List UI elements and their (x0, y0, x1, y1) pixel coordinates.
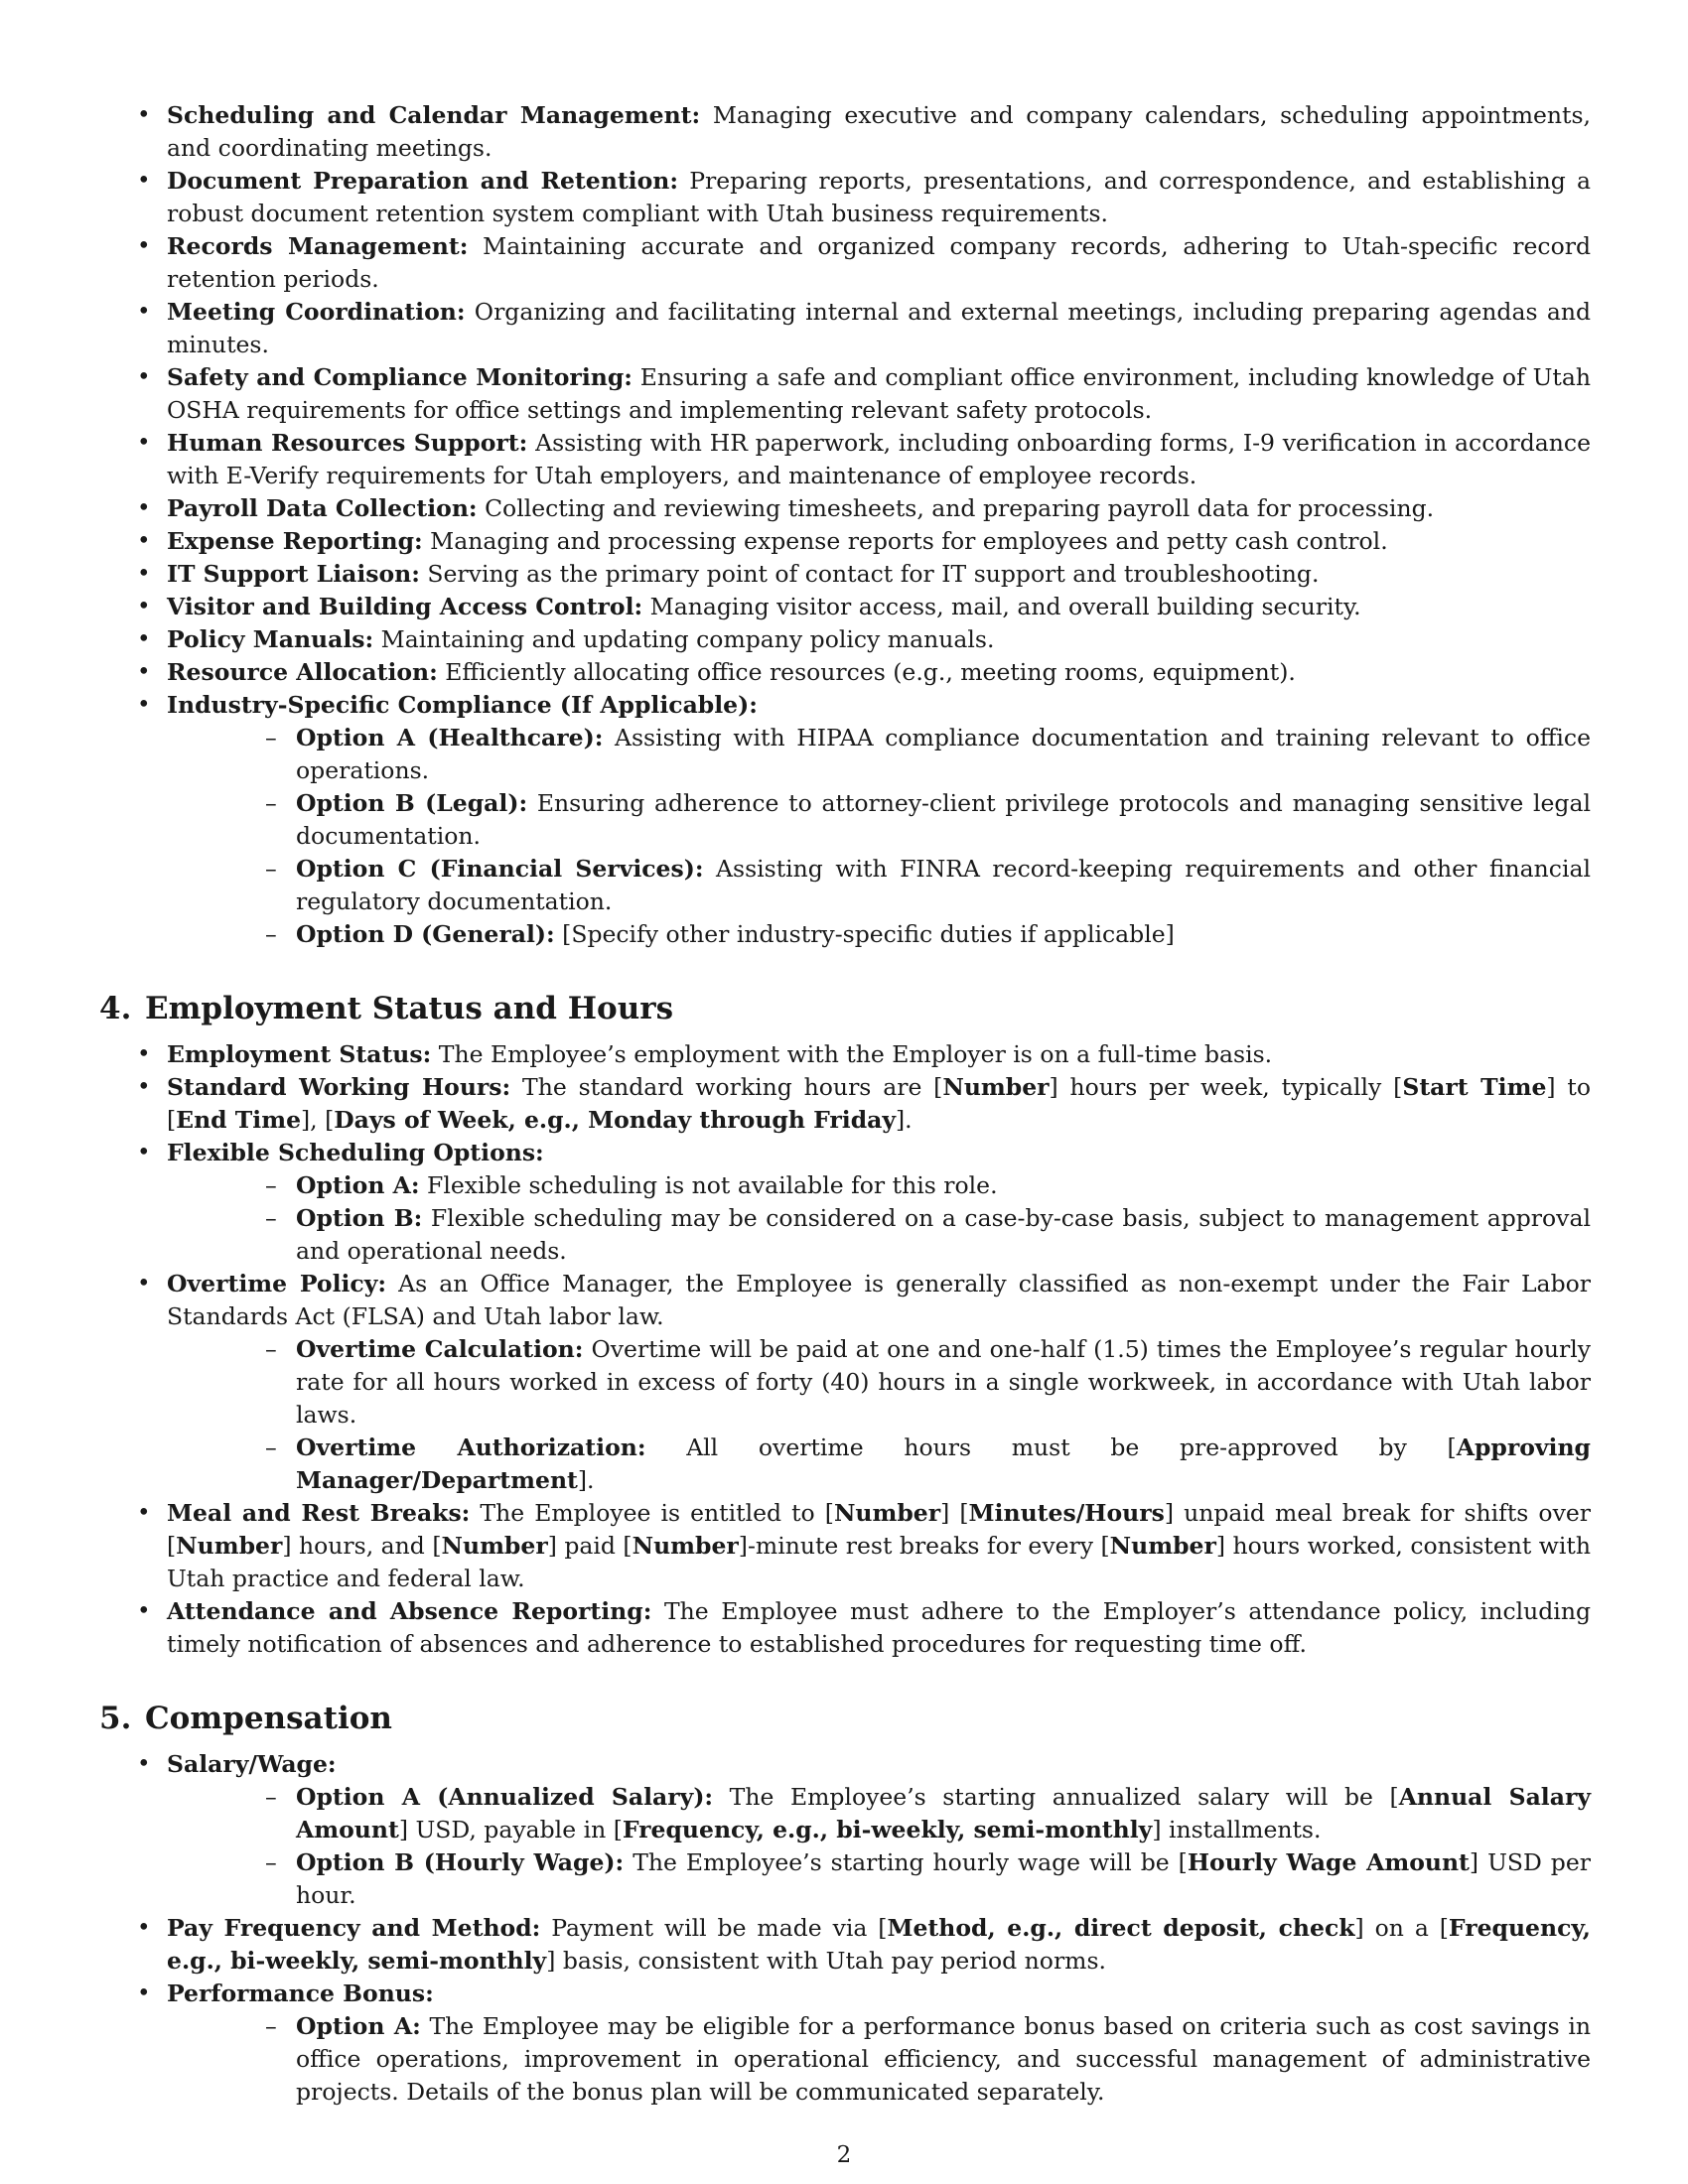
sub-list-item: – Option D (General): [Specify other industry-specific duties if applicable] (167, 918, 1591, 951)
section-heading: 5. Compensation (99, 1701, 392, 1736)
list-item: • Overtime Policy: As an Office Manager, the Employee is generally classified as non-exempt under the Fair Labor Standards Act (FLSA) and Utah labor law. – Overtime Calculation: Overtime will be paid at one and one-half (1.5) times the Employee’s regular hourly rate for all hours worked in excess of forty (40) hours in a single workweek, in accordance with Utah labor laws. – Overtime Authorization: All overtime hours must be pre-approved by [Approving Manager/Department]. (99, 1268, 1591, 1497)
industry-options-list (167, 722, 1591, 951)
list-item: • Employment Status: The Employee’s employment with the Employer is on a full-time basis. (99, 1038, 1591, 1071)
salary-options-list (167, 1781, 1591, 1912)
list-item: • Records Management: Maintaining accurate and organized company records, adhering to Utah-specific record retention periods. (99, 230, 1591, 296)
list-item: • Expense Reporting: Managing and processing expense reports for employees and petty cash control. (99, 525, 1591, 558)
sub-list-item: – Overtime Calculation: Overtime will be paid at one and one-half (1.5) times the Employee’s regular hourly rate for all hours worked in excess of forty (40) hours in a single workweek, in accordance with Utah labor laws. (167, 1333, 1591, 1432)
sub-list-item: – Option A: The Employee may be eligible for a performance bonus based on criteria such as cost savings in office operations, improvement in operational efficiency, and successful management of administrative projects. Details of the bonus plan will be communicated separately. (167, 2010, 1591, 2109)
list-item: • Pay Frequency and Method: Payment will be made via [Method, e.g., direct deposit, check] on a [Frequency, e.g., bi-weekly, semi-monthly] basis, consistent with Utah pay period norms. (99, 1912, 1591, 1978)
list-item: • IT Support Liaison: Serving as the primary point of contact for IT support and troubleshooting. (99, 558, 1591, 591)
sub-list-item: – Option B (Legal): Ensuring adherence to attorney-client privilege protocols and managing sensitive legal documentation. (167, 787, 1591, 853)
sub-list-item: – Option B: Flexible scheduling may be considered on a case-by-case basis, subject to management approval and operational needs. (167, 1202, 1591, 1268)
page-number: 2 (836, 2142, 852, 2168)
list-item: • Meal and Rest Breaks: The Employee is entitled to [Number] [Minutes/Hours] unpaid meal break for shifts over [Number] hours, and [Number] paid [Number]-minute rest breaks for every [Number] hours worked, consistent with Utah practice and federal law. (99, 1497, 1591, 1595)
sub-list-item: – Option A (Healthcare): Assisting with HIPAA compliance documentation and training relevant to office operations. (167, 722, 1591, 787)
list-item: • Payroll Data Collection: Collecting and reviewing timesheets, and preparing payroll data for processing. (99, 492, 1591, 525)
sub-list-item: – Option A (Annualized Salary): The Employee’s starting annualized salary will be [Annual Salary Amount] USD, payable in [Frequency, e.g., bi-weekly, semi-monthly] installments. (167, 1781, 1591, 1846)
overtime-sub-list (167, 1333, 1591, 1497)
list-item: • Visitor and Building Access Control: Managing visitor access, mail, and overall building security. (99, 591, 1591, 623)
list-item: • Salary/Wage: – Option A (Annualized Salary): The Employee’s starting annualized salary will be [Annual Salary Amount] USD, payable in [Frequency, e.g., bi-weekly, semi-monthly] installments. – Option B (Hourly Wage): The Employee’s starting hourly wage will be [Hourly Wage Amount] USD per hour. (99, 1748, 1591, 1912)
list-item: • Flexible Scheduling Options: – Option A: Flexible scheduling is not available for this role. – Option B: Flexible scheduling may be considered on a case-by-case basis, subject to management approval and operational needs. (99, 1137, 1591, 1268)
list-item: • Policy Manuals: Maintaining and updating company policy manuals. (99, 623, 1591, 656)
section-heading: 4. Employment Status and Hours (99, 991, 674, 1026)
sub-list-item: – Overtime Authorization: All overtime hours must be pre-approved by [Approving Manager/Department]. (167, 1432, 1591, 1497)
list-item: • Attendance and Absence Reporting: The Employee must adhere to the Employer’s attendance policy, including timely notification of absences and adherence to established procedures for requesting time off. (99, 1595, 1591, 1661)
list-item: • Meeting Coordination: Organizing and facilitating internal and external meetings, including preparing agendas and minutes. (99, 296, 1591, 361)
list-item: • Industry-Specific Compliance (If Applicable): – Option A (Healthcare): Assisting with HIPAA compliance documentation and training relevant to office operations. – Option B (Legal): Ensuring adherence to attorney-client privilege protocols and managing sensitive legal documentation. – Option C (Financial Services): Assisting with FINRA record-keeping requirements and other financial regulatory documentation. – Option D (General): [Specify other industry-specific duties if applicable] (99, 689, 1591, 951)
sub-list-item: – Option B (Hourly Wage): The Employee’s starting hourly wage will be [Hourly Wage Amount] USD per hour. (167, 1846, 1591, 1912)
sub-list-item: – Option C (Financial Services): Assisting with FINRA record-keeping requirements and other financial regulatory documentation. (167, 853, 1591, 918)
list-item: • Document Preparation and Retention: Preparing reports, presentations, and correspondence, and establishing a robust document retention system compliant with Utah business requirements. (99, 165, 1591, 230)
flex-options-list (167, 1169, 1591, 1268)
list-item: • Resource Allocation: Efficiently allocating office resources (e.g., meeting rooms, equipment). (99, 656, 1591, 689)
duties-list (99, 99, 1591, 951)
list-item: • Performance Bonus: – Option A: The Employee may be eligible for a performance bonus based on criteria such as cost savings in office operations, improvement in operational efficiency, and successful management of administrative projects. Details of the bonus plan will be communicated separately. (99, 1978, 1591, 2109)
document-page (99, 99, 1591, 2109)
list-item: • Scheduling and Calendar Management: Managing executive and company calendars, scheduling appointments, and coordinating meetings. (99, 99, 1591, 165)
employment-list (99, 1038, 1591, 1661)
sub-list-item: – Option A: Flexible scheduling is not available for this role. (167, 1169, 1591, 1202)
compensation-list (99, 1748, 1591, 2109)
list-item: • Human Resources Support: Assisting with HR paperwork, including onboarding forms, I-9 verification in accordance with E-Verify requirements for Utah employers, and maintenance of employee records. (99, 427, 1591, 492)
bonus-options-list (167, 2010, 1591, 2109)
list-item: • Standard Working Hours: The standard working hours are [Number] hours per week, typically [Start Time] to [End Time], [Days of Week, e.g., Monday through Friday]. (99, 1071, 1591, 1137)
list-item: • Safety and Compliance Monitoring: Ensuring a safe and compliant office environment, including knowledge of Utah OSHA requirements for office settings and implementing relevant safety protocols. (99, 361, 1591, 427)
